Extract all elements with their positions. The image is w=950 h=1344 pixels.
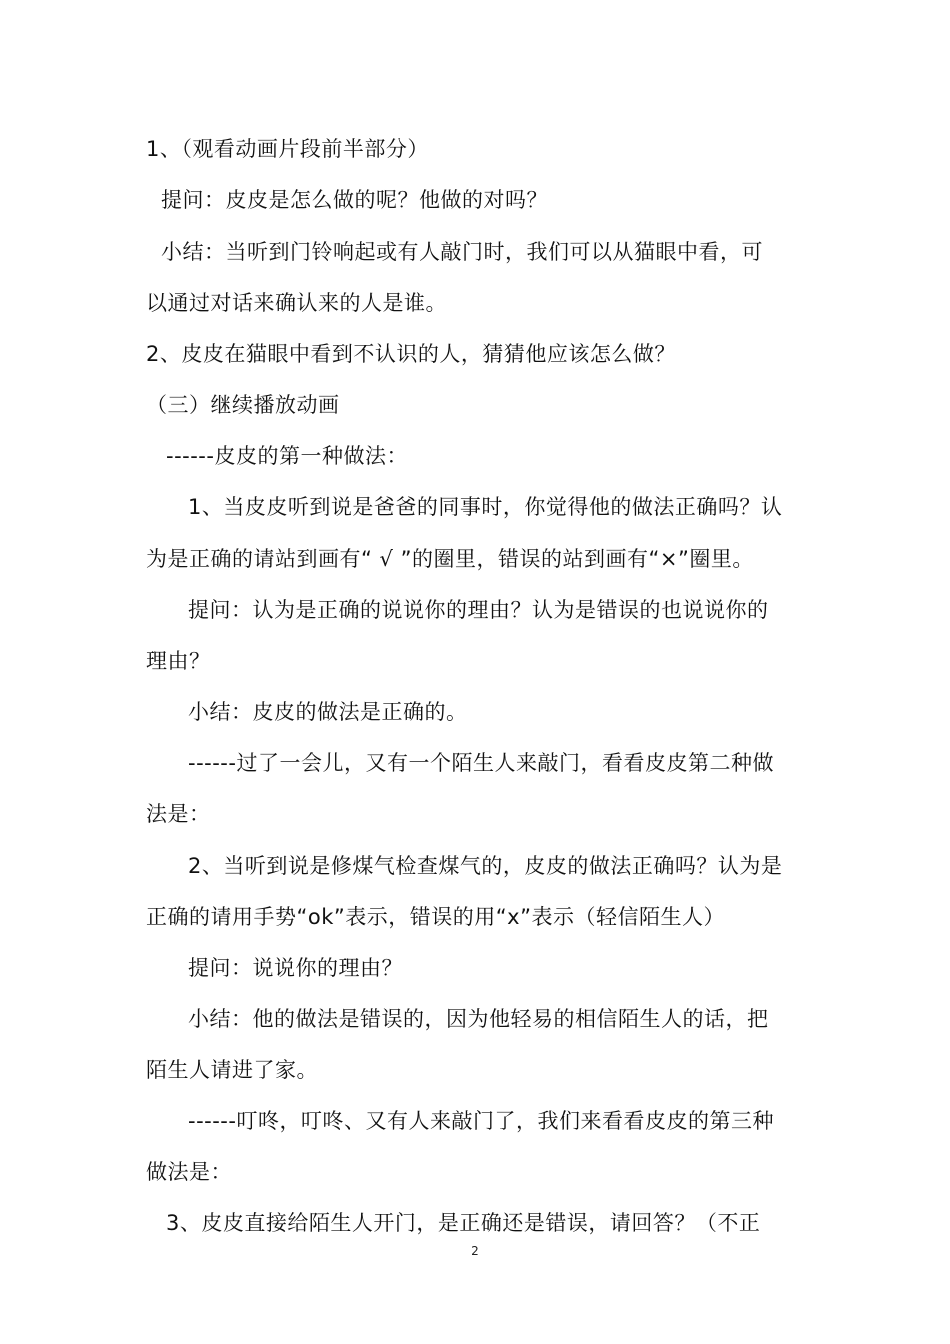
text-line-6: （三）继续播放动画 <box>146 393 340 417</box>
text-line-14: 法是： <box>146 802 211 826</box>
text-line-7: ------皮皮的第一种做法： <box>166 444 408 468</box>
text-line-12: 小结：皮皮的做法是正确的。 <box>188 700 468 724</box>
text-line-5: 2、皮皮在猫眼中看到不认识的人，猜猜他应该怎么做？ <box>146 342 676 366</box>
text-line-1: 1、（观看动画片段前半部分） <box>146 137 429 161</box>
text-line-8: 1、当皮皮听到说是爸爸的同事时，你觉得他的做法正确吗？认 <box>188 495 783 519</box>
text-line-10: 提问：认为是正确的说说你的理由？认为是错误的也说说你的 <box>188 598 769 622</box>
text-line-11: 理由？ <box>146 649 211 673</box>
text-line-18: 小结：他的做法是错误的，因为他轻易的相信陌生人的话，把 <box>188 1007 769 1031</box>
text-line-16: 正确的请用手势“ok”表示，错误的用“x”表示（轻信陌生人） <box>146 905 725 929</box>
text-line-22: 3、皮皮直接给陌生人开门，是正确还是错误，请回答？（不正 <box>166 1211 761 1235</box>
text-line-4: 以通过对话来确认来的人是谁。 <box>146 291 447 315</box>
text-line-2: 提问：皮皮是怎么做的呢？他做的对吗？ <box>161 188 548 212</box>
text-line-3: 小结：当听到门铃响起或有人敲门时，我们可以从猫眼中看，可 <box>161 240 763 264</box>
text-line-19: 陌生人请进了家。 <box>146 1058 318 1082</box>
page-number: 2 <box>471 1244 479 1258</box>
text-line-15: 2、当听到说是修煤气检查煤气的，皮皮的做法正确吗？认为是 <box>188 854 783 878</box>
text-line-20: ------叮咚，叮咚、又有人来敲门了，我们来看看皮皮的第三种 <box>188 1109 774 1133</box>
text-line-13: ------过了一会儿，又有一个陌生人来敲门，看看皮皮第二种做 <box>188 751 774 775</box>
text-line-21: 做法是： <box>146 1160 232 1184</box>
text-line-17: 提问：说说你的理由？ <box>188 956 403 980</box>
text-line-9: 为是正确的请站到画有“ √ ”的圈里，错误的站到画有“×”圈里。 <box>146 547 754 571</box>
